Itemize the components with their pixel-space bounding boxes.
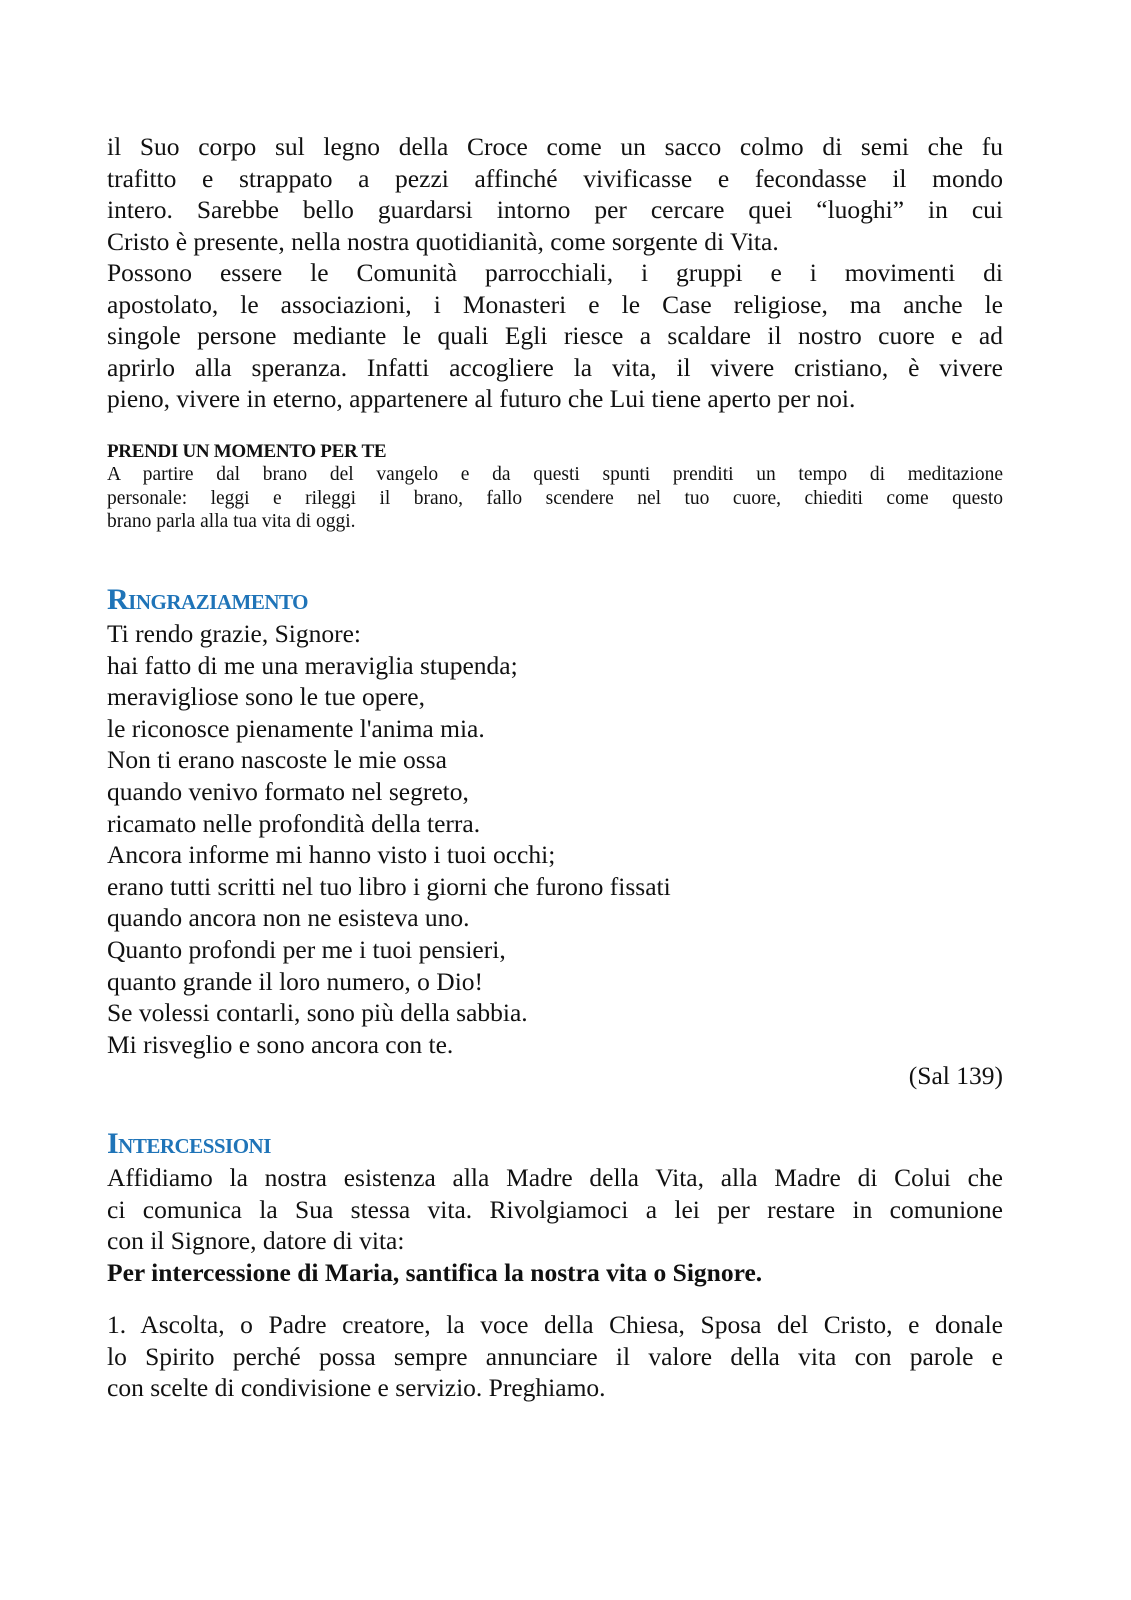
section-heading: Ringraziamento — [107, 583, 308, 616]
text-line: aprirlo alla speranza. Infatti accogliere la vita, il vivere cristiano, è vivere — [107, 352, 1003, 382]
psalm-line: quanto grande il loro numero, o Dio! — [107, 966, 484, 996]
text-line: brano parla alla tua vita di oggi. — [107, 511, 356, 532]
section-heading: Intercessioni — [107, 1127, 271, 1160]
psalm-line: Mi risveglio e sono ancora con te. — [107, 1029, 454, 1059]
text-line: trafitto e strappato a pezzi affinché vivificasse e fecondasse il mondo — [107, 163, 1003, 193]
text-line: Possono essere le Comunità parrocchiali, i gruppi e i movimenti di — [107, 258, 1003, 287]
thanksgiving-section — [107, 582, 1003, 1092]
psalm-line: Quanto profondi per me i tuoi pensieri, — [107, 934, 506, 964]
text-line: il Suo corpo sul legno della Croce come un sacco colmo di semi che fu — [107, 132, 1003, 161]
psalm-reference: (Sal 139) — [908, 1061, 1003, 1091]
text-line: ci comunica la Sua stessa vita. Rivolgiamoci a lei per restare in comunione — [107, 1194, 1003, 1224]
psalm-line: le riconosce pienamente l'anima mia. — [107, 713, 485, 743]
text-line: apostolato, le associazioni, i Monasteri e le Case religiose, ma anche le — [107, 289, 1003, 319]
text-line: A partire dal brano del vangelo e da questi spunti prenditi un tempo di meditazione — [107, 464, 1003, 485]
text-line: con il Signore, datore di vita: — [107, 1226, 405, 1256]
psalm-line: quando venivo formato nel segreto, — [107, 776, 469, 806]
intercessions-section — [107, 1126, 1003, 1288]
psalm-line: Non ti erano nascoste le mie ossa — [107, 745, 447, 775]
text-line: lo Spirito perché possa sempre annunciare il valore della vita con parole e — [107, 1341, 1003, 1371]
reflection-paragraph-2 — [107, 257, 1003, 415]
psalm-line: erano tutti scritti nel tuo libro i giorni che furono fissati — [107, 871, 671, 901]
psalm-line: Ancora informe mi hanno visto i tuoi occhi; — [107, 840, 556, 870]
psalm-line: Se volessi contarli, sono più della sabbia. — [107, 998, 528, 1028]
reflection-paragraph-1 — [107, 131, 1003, 257]
text-line: Cristo è presente, nella nostra quotidianità, come sorgente di Vita. — [107, 226, 779, 256]
psalm-line: quando ancora non ne esisteva uno. — [107, 903, 470, 933]
psalm-line: meravigliose sono le tue opere, — [107, 682, 425, 712]
text-line: intero. Sarebbe bello guardarsi intorno per cercare quei “luoghi” in cui — [107, 195, 1003, 225]
psalm-line: ricamato nelle profondità della terra. — [107, 808, 481, 838]
text-line: Affidiamo la nostra esistenza alla Madre della Vita, alla Madre di Colui che — [107, 1163, 1003, 1192]
text-line: 1. Ascolta, o Padre creatore, la voce della Chiesa, Sposa del Cristo, e donale — [107, 1310, 1003, 1339]
moment-title: PRENDI UN MOMENTO PER TE — [107, 441, 387, 462]
intercession-item-1 — [107, 1309, 1003, 1404]
text-line: personale: leggi e rileggi il brano, fallo scendere nel tuo cuore, chiediti come questo — [107, 487, 1003, 509]
psalm-line: Ti rendo grazie, Signore: — [107, 619, 362, 648]
intercession-response: Per intercessione di Maria, santifica la nostra vita o Signore. — [107, 1257, 763, 1287]
psalm-line: hai fatto di me una meraviglia stupenda; — [107, 650, 518, 680]
text-line: con scelte di condivisione e servizio. Preghiamo. — [107, 1373, 606, 1403]
text-line: pieno, vivere in eterno, appartenere al futuro che Lui tiene aperto per noi. — [107, 384, 856, 414]
text-line: singole persone mediante le quali Egli riesce a scaldare il nostro cuore e ad — [107, 321, 1003, 351]
moment-section — [107, 441, 1003, 534]
